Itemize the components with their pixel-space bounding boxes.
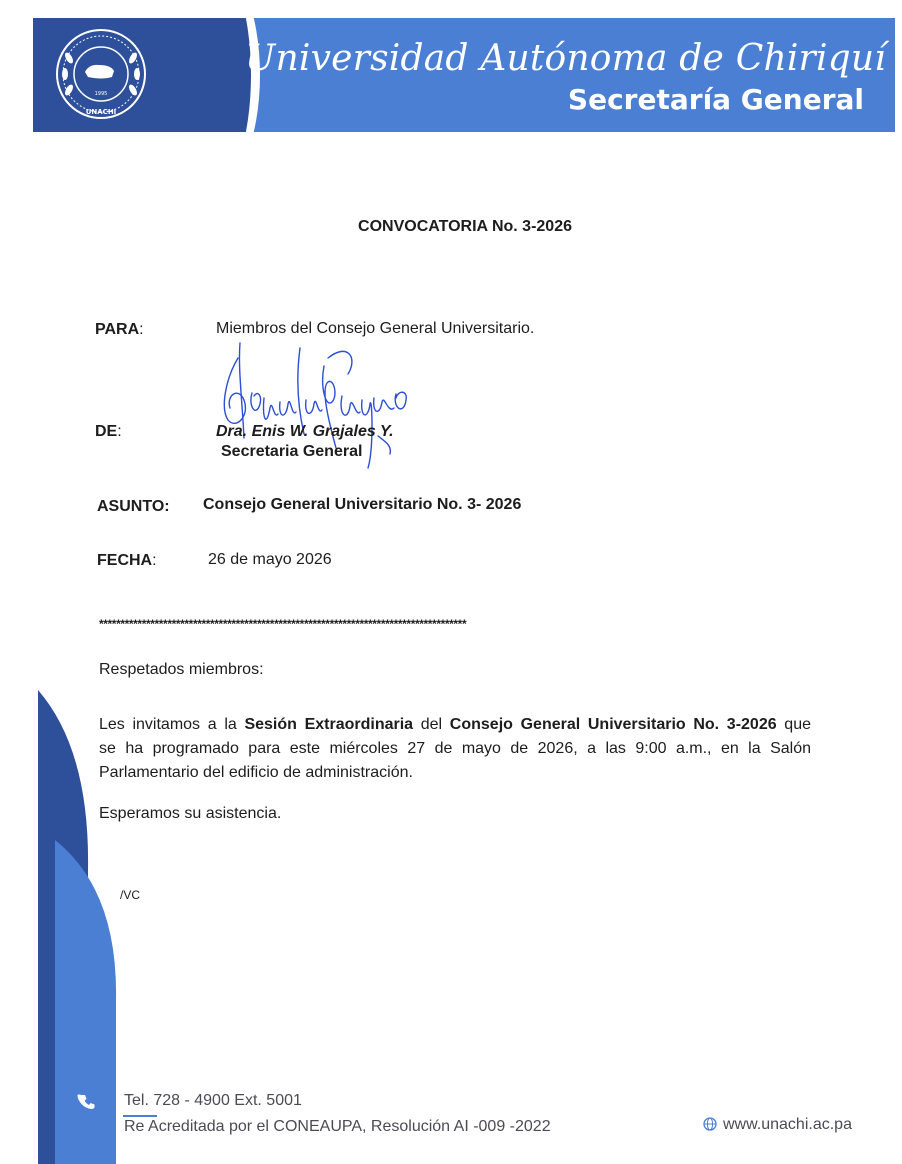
- closing-line: Esperamos su asistencia.: [99, 805, 282, 822]
- seal-year: 1995: [94, 91, 108, 97]
- globe-icon: [703, 1117, 717, 1131]
- fecha-label: FECHA: [97, 552, 153, 569]
- body-line-2: se ha programado para este miércoles 27 de mayo de 2026, a las 9:00 a.m., en la Salón: [99, 740, 811, 757]
- university-seal-logo: [55, 28, 147, 120]
- body-text: que: [776, 716, 811, 733]
- greeting: Respetados miembros:: [99, 661, 264, 678]
- de-label-row: DE:: [95, 423, 122, 440]
- body-text: del: [413, 716, 450, 733]
- body-paragraph: [99, 713, 811, 785]
- footer-website-row: [703, 1116, 852, 1134]
- sender-title: Secretaria General: [221, 443, 363, 460]
- seal-label: UNACHI: [85, 108, 117, 116]
- footer-phone: Tel. 728 - 4900 Ext. 5001: [124, 1092, 302, 1109]
- para-label: PARA: [95, 321, 140, 338]
- typist-initials: /VC: [120, 888, 141, 902]
- fecha-label-row: FECHA:: [97, 552, 157, 569]
- phone-icon: [73, 1088, 101, 1116]
- asunto-label: ASUNTO:: [97, 498, 170, 515]
- sender-name: Dra. Enis W. Grajales Y.: [216, 423, 394, 440]
- office-name: Secretaría General: [567, 83, 864, 116]
- council-name: Consejo General Universitario No. 3-2026: [449, 716, 777, 733]
- fecha-value: 26 de mayo 2026: [208, 551, 332, 568]
- footer-accreditation: Re Acreditada por el CONEAUPA, Resolución AI -009 -2022: [124, 1118, 551, 1135]
- para-label-row: PARA:: [95, 321, 144, 338]
- university-name: Universidad Autónoma de Chiriquí: [245, 38, 887, 79]
- footer-website[interactable]: www.unachi.ac.pa: [723, 1116, 852, 1133]
- asterisk-separator: **************************************************************************************: [99, 617, 467, 631]
- asunto-value: Consejo General Universitario No. 3- 2026: [203, 496, 522, 513]
- body-text: Les invitamos a la: [99, 716, 245, 733]
- para-value: Miembros del Consejo General Universitario.: [216, 320, 535, 337]
- session-type: Sesión Extraordinaria: [244, 716, 414, 733]
- body-line-3: Parlamentario del edificio de administración.: [99, 764, 413, 781]
- de-label: DE: [95, 423, 118, 440]
- body-line-1: [99, 713, 811, 737]
- document-title: CONVOCATORIA No. 3-2026: [358, 218, 572, 235]
- footer-accent-line: [123, 1115, 157, 1117]
